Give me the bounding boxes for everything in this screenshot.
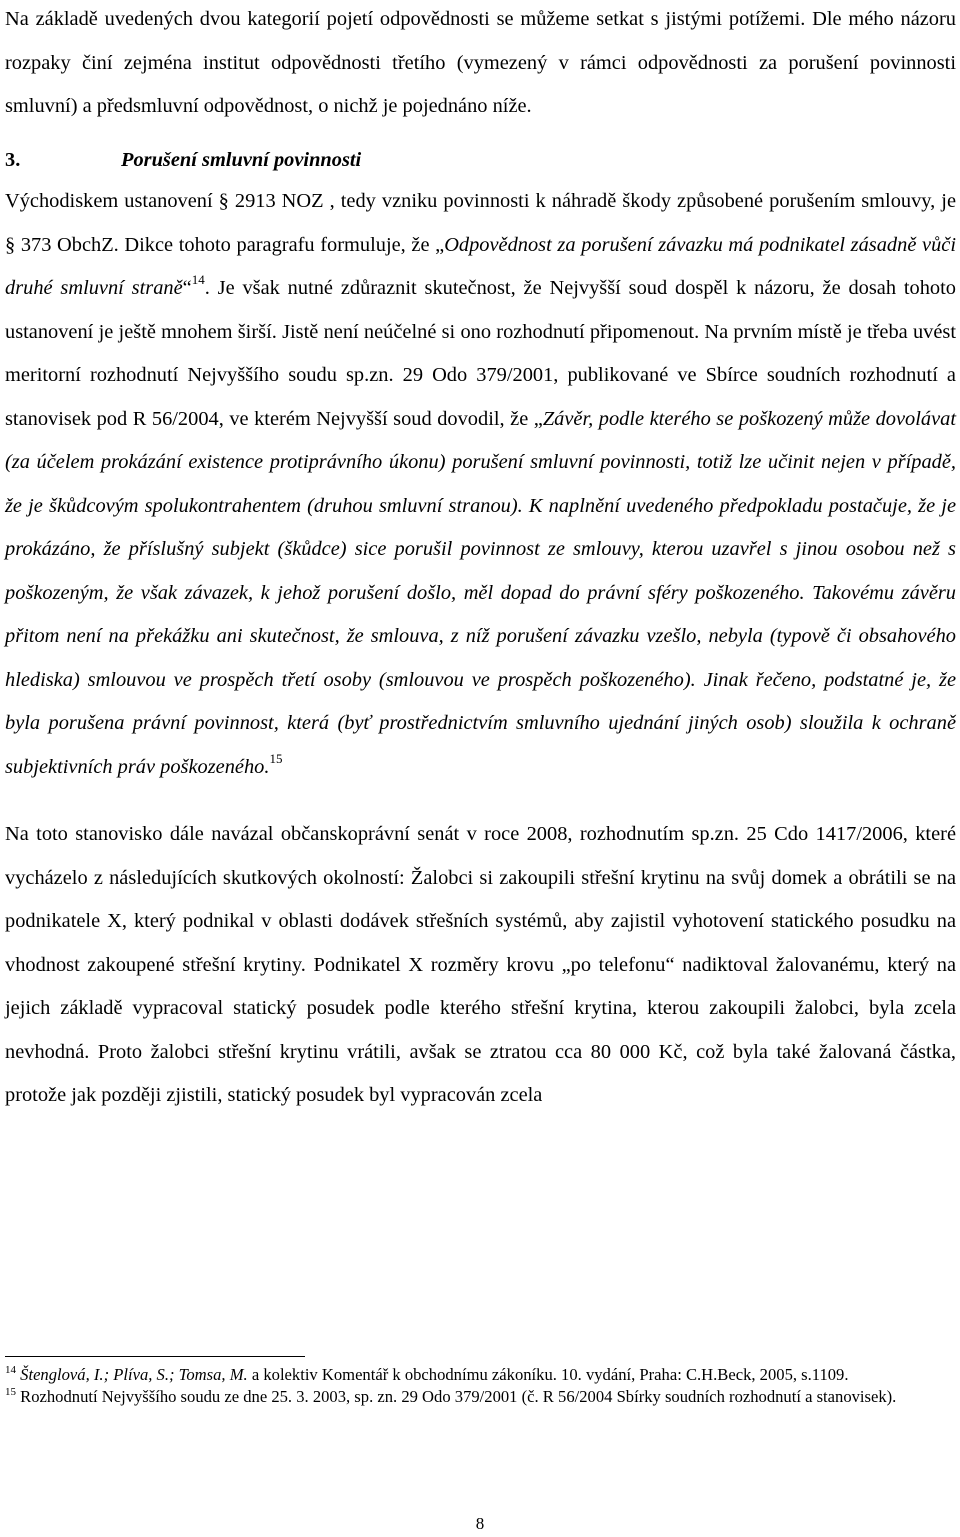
footnote-authors: Štenglová, I.; Plíva, S.; Tomsa, M. xyxy=(20,1365,248,1384)
footnote-ref-15[interactable]: 15 xyxy=(269,750,283,766)
intro-paragraph: Na základě uvedených dvou kategorií pojetí odpovědnosti se můžeme setkat s jistými potížemi. Dle mého názoru rozpaky činí zejména institut odpovědnosti třetího (vymezený v rámci odpovědnosti za porušení povinnosti smluvní) a předsmluvní odpovědnost, o nichž je pojednáno níže. xyxy=(5,8,956,117)
footnote-number: 14 xyxy=(5,1364,16,1377)
footnote-text: a kolektiv Komentář k obchodnímu zákoníku. 10. vydání, Praha: C.H.Beck, 2005, s.1109. xyxy=(247,1365,849,1384)
main-paragraph-text-2: . Je však nutné zdůraznit skutečnost, že Nejvyšší soud dospěl k názoru, že dosah tohoto ustanovení je ještě mnohem širší. Jistě není neúčelné si ono rozhodnutí připomenout. Na prvním místě je třeba uvést meritorní rozhodnutí Nejvyššího soudu sp.zn. 29 Odo 379/2001, publikované ve Sbírce soudních rozhodnutí a stanovisek pod R 56/2004, ve kterém Nejvyšší soud dovodil, že „ xyxy=(5,277,956,430)
footnote-divider xyxy=(5,1356,305,1357)
main-paragraph xyxy=(5,180,956,789)
quote-373: Odpovědnost za porušení závazku má podnikatel zásadně vůči druhé smluvní straně xyxy=(5,233,956,299)
quote-close: “ xyxy=(182,277,192,299)
footnote-number: 15 xyxy=(5,1386,16,1399)
section-title: Porušení smluvní povinnosti xyxy=(121,148,362,171)
section-heading xyxy=(5,139,956,183)
section-number: 3. xyxy=(5,148,21,171)
footnote-14 xyxy=(5,1364,956,1385)
footnote-ref-14[interactable]: 14 xyxy=(191,272,205,288)
footnotes xyxy=(5,1364,956,1408)
quote-nejvyssi-soud: Závěr, podle kterého se poškozený může dovolávat (za účelem prokázání existence protiprávního úkonu) porušení smluvní povinnosti, totiž lze učinit nejen v případě, že je škůdcovým spolukontrahentem (druhou smluvní stranou). K naplnění uvedeného předpokladu postačuje, že je prokázáno, že příslušný subjekt (škůdce) sice porušil povinnost ze smlouvy, kterou uzavřel s jinou osobou než s poškozeným, že však závazek, k jehož porušení došlo, měl dopad do právní sféry poškozeného. Takovému závěru přitom není na překážku ani skutečnost, že smlouva, z níž porušení závazku vzešlo, nebyla (typově či obsahového hlediska) smlouvou ve prospěch třetí osoby (smlouvou ve prospěch poškozeného). Jinak řečeno, podstatné je, že byla porušena právní povinnost, která (byť prostřednictvím smluvního ujednání jiných osob) sloužila k ochraně subjektivních práv poškozeného. xyxy=(5,407,956,778)
footnote-text: Rozhodnutí Nejvyššího soudu ze dne 25. 3. 2003, sp. zn. 29 Odo 379/2001 (č. R 56/2004 Sbírky soudních rozhodnutí a stanovisek). xyxy=(20,1387,897,1406)
page-number: 8 xyxy=(475,1514,485,1533)
second-paragraph: Na toto stanovisko dále navázal občanskoprávní senát v roce 2008, rozhodnutím sp.zn. 25 Cdo 1417/2006, které vycházelo z následujících skutkových okolností: Žalobci si zakoupili střešní krytinu na svůj domek a obrátili se na podnikatele X, který podnikal v oblasti dodávek střešních systémů, aby zajistil vyhotovení statického posudku na vhodnost zakoupené střešní krytiny. Podnikatel X rozměry krovu „po telefonu“ nadiktoval žalovanému, který na jejich základě vypracoval statický posudek podle kterého střešní krytina, kterou zakoupili žalobci, byla zcela nevhodná. Proto žalobci střešní krytinu vrátili, avšak se ztratou cca 80 000 Kč, což byla také žalovaná částka, protože jak později zjistili, statický posudek byl vypracován zcela xyxy=(5,823,956,1106)
footnote-15 xyxy=(5,1386,956,1407)
main-paragraph-text-1: Východiskem ustanovení § 2913 NOZ , tedy vzniku povinnosti k náhradě škody způsobené porušením smlouvy, je § 373 ObchZ. Dikce tohoto paragrafu formuluje, že „ xyxy=(5,190,956,256)
document-page xyxy=(5,0,956,1118)
